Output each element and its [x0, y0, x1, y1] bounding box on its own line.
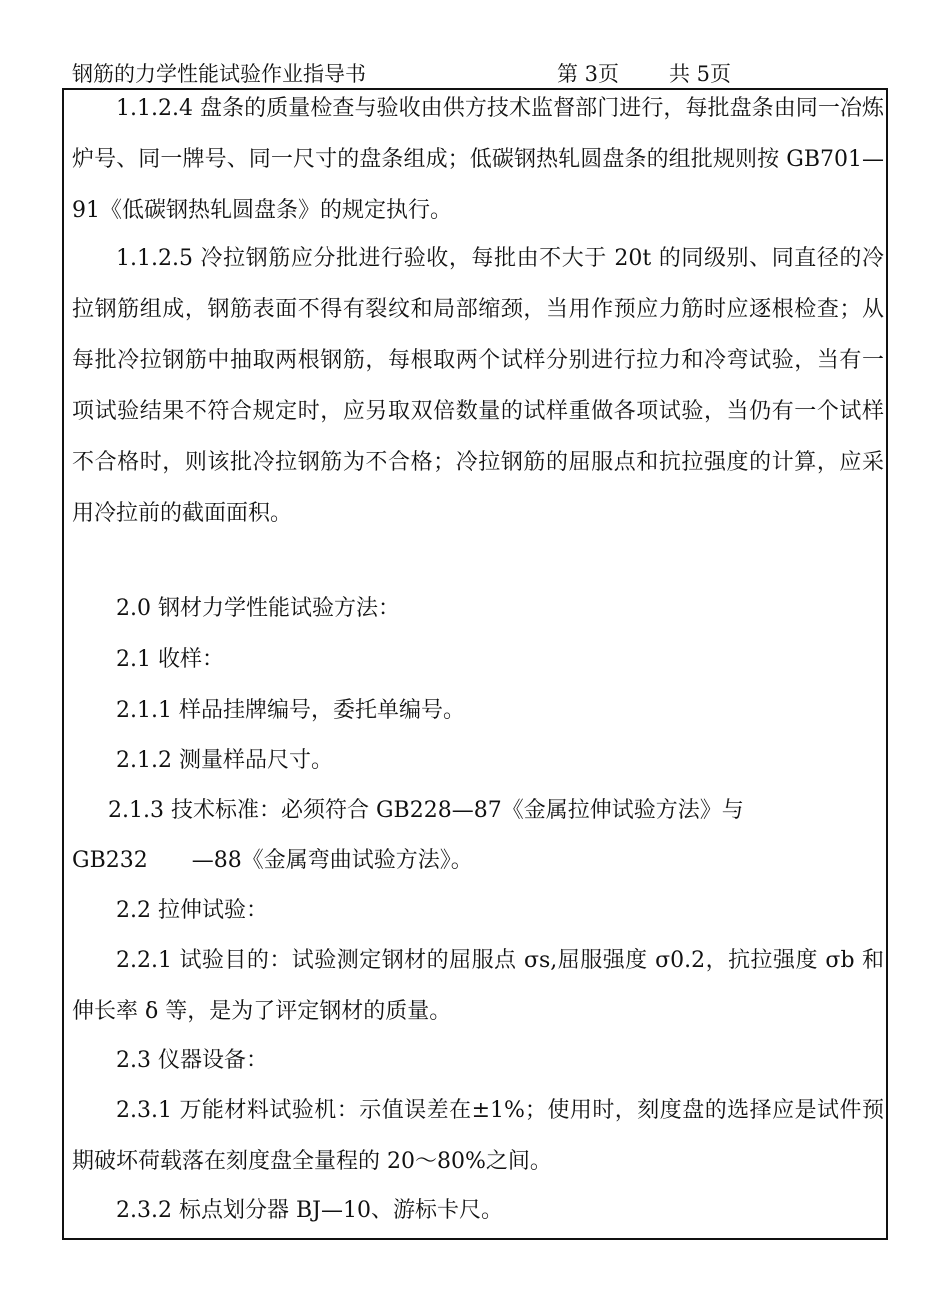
- section-heading-2-0: 2.0 钢材力学性能试验方法：: [116, 596, 400, 621]
- section-heading-2-3: 2.3 仪器设备：: [116, 1048, 268, 1073]
- paragraph-2-3-2: 2.3.2 标点划分器 BJ—10、游标卡尺。: [116, 1198, 503, 1223]
- paragraph-2-2-1: 2.2.1 试验目的：试验测定钢材的屈服点 σs,屈服强度 σ0.2，抗拉强度 σb 和伸长率 δ 等，是为了评定钢材的质量。: [72, 948, 884, 1024]
- page-total: 共 5页: [669, 62, 732, 86]
- paragraph-1-1-2-4: 1.1.2.4 盘条的质量检查与验收由供方技术监督部门进行，每批盘条由同一冶炼炉号、同一牌号、同一尺寸的盘条组成；低碳钢热轧圆盘条的组批规则按 GB701—91《低碳钢热轧圆盘条》的规定执行。: [72, 96, 884, 223]
- paragraph-2-3-1: 2.3.1 万能材料试验机：示值误差在±1%；使用时，刻度盘的选择应是试件预期破坏荷载落在刻度盘全量程的 20～80%之间。: [72, 1098, 884, 1174]
- paragraph-2-1-1: 2.1.1 样品挂牌编号，委托单编号。: [116, 698, 465, 723]
- section-heading-2-1: 2.1 收样：: [116, 647, 224, 672]
- paragraph-2-1-2: 2.1.2 测量样品尺寸。: [116, 748, 333, 773]
- document-title: 钢筋的力学性能试验作业指导书: [72, 62, 366, 86]
- page-number: 第 3页: [557, 62, 620, 86]
- paragraph-1-1-2-5: 1.1.2.5 冷拉钢筋应分批进行验收，每批由不大于 20t 的同级别、同直径的冷拉钢筋组成，钢筋表面不得有裂纹和局部缩颈，当用作预应力筋时应逐根检查；从每批冷拉钢筋中抽取两根钢筋，每根取两个试样分别进行拉力和冷弯试验，当有一项试验结果不符合规定时，应另取双倍数量的试样重做各项试验，当仍有一个试样不合格时，则该批冷拉钢筋为不合格；冷拉钢筋的屈服点和抗拉强度的计算，应采用冷拉前的截面面积。: [72, 246, 884, 526]
- paragraph-2-1-3-continued: GB232 —88《金属弯曲试验方法》。: [72, 848, 473, 873]
- section-heading-2-2: 2.2 拉伸试验：: [116, 898, 268, 923]
- paragraph-2-1-3: 2.1.3 技术标准：必须符合 GB228—87《金属拉伸试验方法》与: [108, 798, 744, 823]
